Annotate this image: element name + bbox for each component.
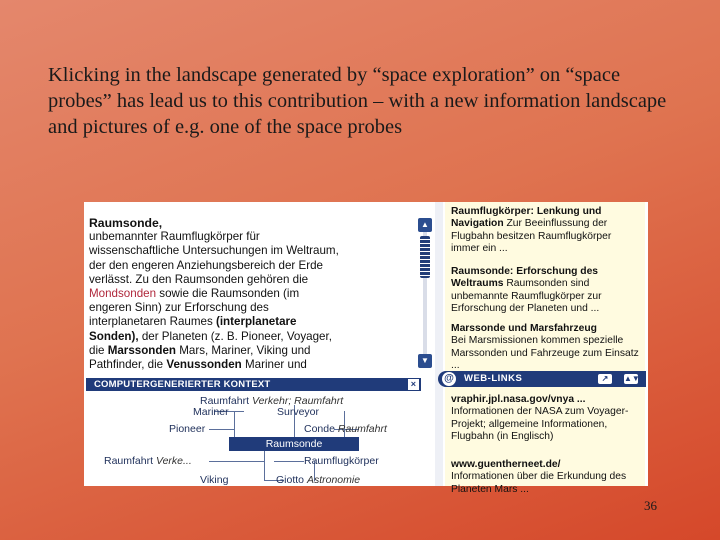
connector-line bbox=[274, 461, 304, 462]
entry-body: Bei Marsmissionen kommen spezielle Marssonden und Fahrzeuge zum Einsatz ... bbox=[451, 335, 639, 372]
related-articles-panel bbox=[445, 202, 645, 495]
entry-body: Weltraums Raumsonden sind unbemannte Raumflugkörper zur Erforschung der Planeten und ... bbox=[451, 278, 602, 315]
node-pioneer[interactable]: Pioneer bbox=[169, 423, 206, 435]
entry-title: Marssonde und Marsfahrzeug bbox=[451, 323, 597, 334]
scroll-thumb[interactable] bbox=[420, 236, 430, 278]
web-links-label: WEB-LINKS bbox=[464, 373, 523, 384]
article-text-span: sowie die Raumsonden (im bbox=[156, 287, 300, 301]
node-raumflugkoerper[interactable]: Raumflugkörper bbox=[304, 455, 379, 467]
article-line bbox=[89, 315, 416, 329]
node-giotto[interactable]: Giotto Astronomie bbox=[276, 474, 361, 486]
article-text-span: die bbox=[89, 343, 108, 357]
connector-line bbox=[209, 461, 264, 462]
article-text bbox=[84, 202, 416, 370]
web-link-entry[interactable] bbox=[451, 394, 639, 444]
entry-body: Navigation Zur Beeinflussung der Flugbahn besitzen Raumflugkörper immer ein ... bbox=[451, 218, 612, 255]
article-scrollbar[interactable] bbox=[418, 218, 432, 368]
article-line: unbemannter Raumflugkörper für bbox=[89, 230, 260, 244]
embedded-screenshot bbox=[84, 202, 648, 495]
page-number: 36 bbox=[644, 498, 657, 513]
article-text-span: der Planeten (z. B. Pioneer, Voyager, bbox=[138, 329, 332, 343]
marssonden-link[interactable]: Marssonden bbox=[107, 343, 176, 357]
mondsonden-link[interactable]: Mondsonden bbox=[89, 287, 157, 301]
node-conde[interactable]: Conde Raumfahrt bbox=[304, 423, 387, 435]
node-viking[interactable]: Viking bbox=[200, 474, 229, 486]
article-line bbox=[89, 344, 416, 358]
right-panel-divider bbox=[435, 202, 443, 486]
entry-title: Raumsonde: Erforschung des bbox=[451, 266, 599, 277]
article-heading: Raumsonde, bbox=[89, 216, 163, 230]
article-line bbox=[89, 287, 416, 301]
article-text-span: Mariner und bbox=[241, 358, 307, 372]
at-icon: @ bbox=[442, 372, 456, 386]
link-body: Informationen über die Erkundung des Planeten Mars ... bbox=[451, 471, 627, 495]
node-raumfahrt-left[interactable]: Raumfahrt Verke... bbox=[104, 455, 192, 467]
scroll-up-icon[interactable]: ▲ bbox=[418, 218, 432, 232]
expand-icon[interactable]: ↗ bbox=[598, 374, 612, 384]
web-links-header[interactable] bbox=[438, 371, 646, 387]
article-line bbox=[89, 358, 416, 372]
connector-line bbox=[264, 451, 265, 481]
link-title[interactable]: www.guentherneet.de/ bbox=[451, 459, 561, 470]
article-text-span: Pathfinder, die bbox=[89, 358, 167, 372]
toggle-icon[interactable]: ▲▼ bbox=[624, 374, 640, 383]
related-entry[interactable] bbox=[451, 206, 639, 256]
connector-line bbox=[209, 429, 234, 430]
link-body: Informationen der NASA zum Voyager-Projekt; allgemeine Informationen, Flugbahn (in Englisch) bbox=[451, 406, 629, 443]
scroll-down-icon[interactable]: ▼ bbox=[418, 354, 432, 368]
article-line: der den engeren Anziehungsbereich der Erde bbox=[89, 258, 323, 272]
node-center-raumsonde[interactable]: Raumsonde bbox=[229, 437, 359, 451]
related-entry[interactable] bbox=[451, 323, 639, 371]
article-text-span: interplanetaren Raumes bbox=[89, 315, 216, 329]
context-title-bar bbox=[86, 378, 421, 391]
related-entry[interactable] bbox=[451, 266, 639, 316]
article-line: engeren Sinn) zur Erforschung des bbox=[89, 301, 269, 315]
web-link-entry[interactable] bbox=[451, 459, 639, 496]
article-bold: Sonden), bbox=[89, 329, 139, 343]
article-bold: (interplanetare bbox=[215, 315, 297, 329]
node-raumfahrt-top[interactable]: Raumfahrt Verkehr; Raumfahrt bbox=[200, 395, 344, 407]
entry-title: Raumflugkörper: Lenkung und bbox=[451, 206, 602, 217]
article-text-span: Mars, Mariner, Viking und bbox=[176, 343, 311, 357]
link-title[interactable]: vraphir.jpl.nasa.gov/vnya ... bbox=[451, 394, 586, 405]
article-line: verlässt. Zu den Raumsonden gehören die bbox=[89, 272, 309, 286]
venussonden-link[interactable]: Venussonden bbox=[166, 358, 242, 372]
close-icon[interactable]: × bbox=[408, 379, 419, 390]
article-line bbox=[89, 330, 416, 344]
context-map bbox=[84, 391, 424, 486]
node-surveyor[interactable]: Surveyor bbox=[277, 406, 320, 418]
slide-caption: Klicking in the landscape generated by “space exploration” on “space probes” has lead us to this contribution – with a new information landscape and pictures of e.g. one of the space probes bbox=[48, 64, 667, 138]
node-mariner[interactable]: Mariner bbox=[193, 406, 229, 418]
context-title: COMPUTERGENERIERTER KONTEXT bbox=[94, 379, 271, 390]
article-line: wissenschaftliche Untersuchungen im Weltraum, bbox=[89, 244, 339, 258]
